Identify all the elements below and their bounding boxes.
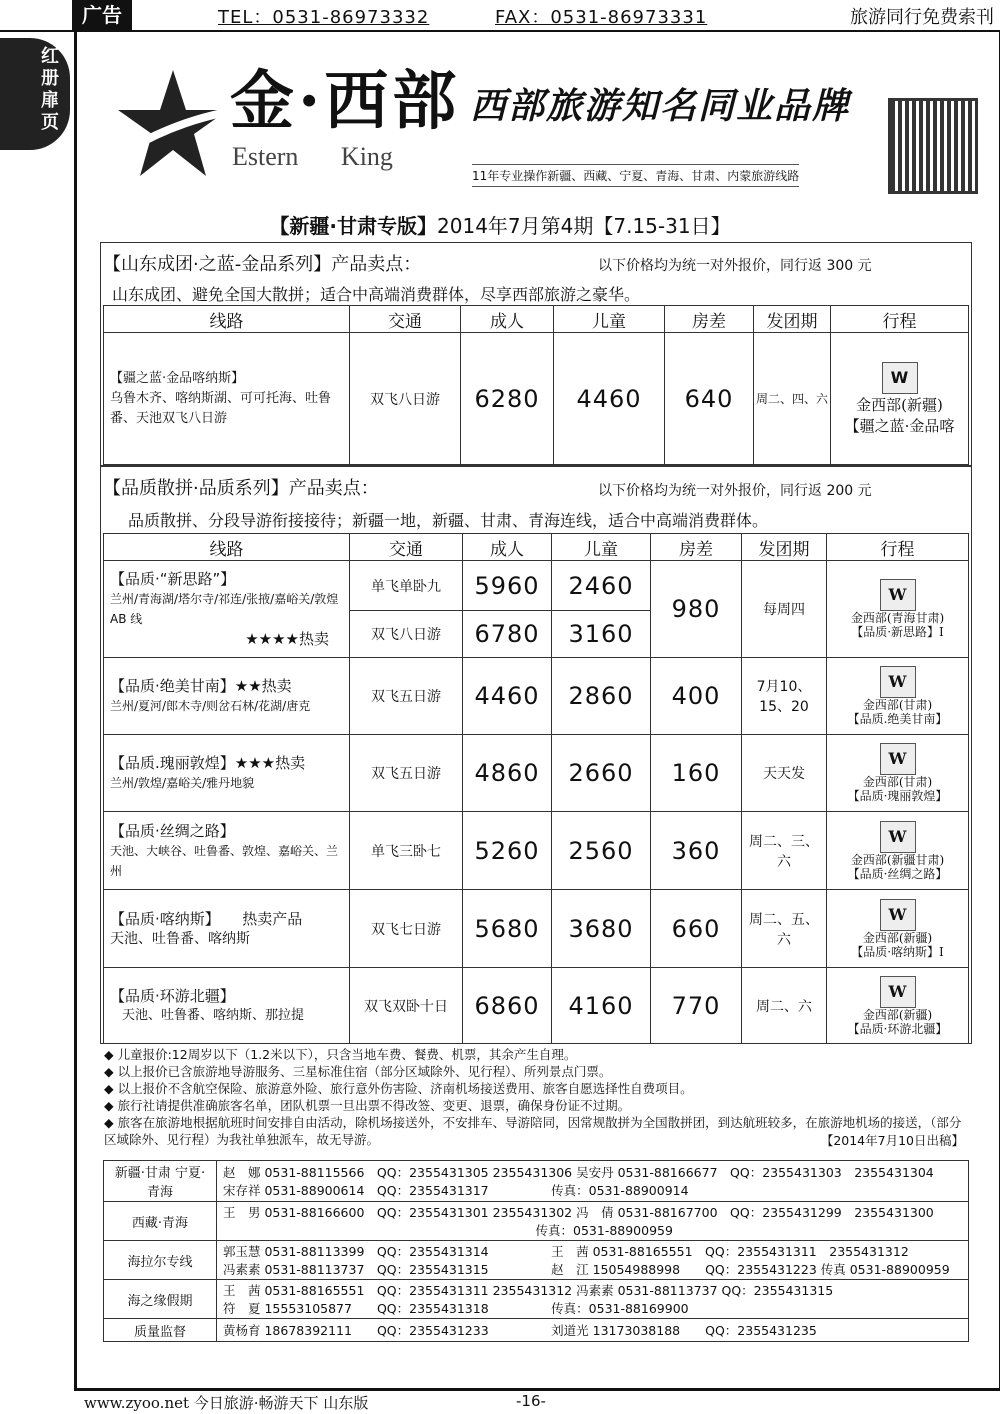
footer (76, 1390, 976, 1412)
room-diff: 660 (651, 890, 742, 968)
contact-line: 郭玉慧 0531-88113399 QQ：2355431314 王 茜 0531-88165551 QQ：2355431311 2355431312 (223, 1244, 909, 1259)
route-title: 【品质·环游北疆】 (110, 986, 235, 1005)
itinerary-cell[interactable] (827, 812, 969, 890)
contact-lines (217, 1161, 969, 1202)
room-diff: 640 (665, 333, 754, 465)
tel-number[interactable]: TEL：0531-86973332 (218, 7, 430, 28)
contact-area: 新疆·甘肃 宁夏·青海 (104, 1161, 217, 1202)
itinerary-line1: 金西部(甘肃) (862, 775, 933, 789)
adult-price: 6780 (463, 611, 552, 658)
transport-cell: 双飞五日游 (350, 658, 463, 735)
col-header: 交通 (350, 306, 461, 333)
contact-lines (217, 1280, 969, 1319)
note-item: ◆ 以上报价不含航空保险、旅游意外险、旅行意外伤害险、济南机场接送费用、旅客自愿选择性自费项目。 (104, 1081, 693, 1096)
section1-desc: 山东成团、避免全国大散拼；适合中高端消费群体，尽享西部旅游之豪华。 (112, 285, 641, 304)
section1-note: 以下价格均为统一对外报价，同行返 300 元 (598, 258, 872, 274)
section1-head: 【山东成团·之蓝-金品系列】产品卖点： (103, 254, 422, 275)
ad-label: 广告 (72, 0, 132, 30)
itinerary-line2: 【品质·新思路】I (851, 625, 944, 639)
itinerary-cell[interactable] (831, 333, 969, 465)
route-title: 【品质·丝绸之路】 (110, 821, 235, 840)
contact-area: 海拉尔专线 (104, 1241, 217, 1280)
contact-lines (217, 1241, 969, 1280)
child-price: 3160 (552, 611, 651, 658)
edition-issue: 2014年7月第4期【7.15-31日】 (437, 214, 731, 238)
transport-cell: 单飞三卧七 (350, 812, 463, 890)
itinerary-line1: 金西部(新疆) (862, 1007, 933, 1022)
note-item: ◆ 儿童报价:12周岁以下（1.2米以下），只含当地车费、餐费、机票，其余产生自理。 (104, 1047, 577, 1062)
departure-dates: 周二、六 (742, 968, 827, 1044)
child-price: 4460 (554, 333, 665, 465)
word-document-icon[interactable]: W (880, 821, 916, 853)
child-price: 2860 (552, 658, 651, 735)
contact-area: 西藏·青海 (104, 1202, 217, 1241)
itinerary-line1: 金西部(青海甘肃) (850, 611, 945, 625)
child-price: 2560 (552, 812, 651, 890)
route-cell (104, 561, 350, 658)
itinerary-line1: 金西部(新疆) (862, 930, 933, 945)
adult-price: 5680 (463, 890, 552, 968)
room-diff: 980 (651, 561, 742, 658)
page-number: -16- (516, 1392, 546, 1410)
contact-area: 海之缘假期 (104, 1280, 217, 1319)
route-desc: 乌鲁木齐、喀纳斯湖、可可托海、吐鲁番、天池双飞八日游 (110, 390, 332, 426)
transport-cell: 单飞单卧九 (350, 561, 463, 611)
word-document-icon[interactable]: W (880, 579, 916, 611)
section2-note: 以下价格均为统一对外报价，同行返 200 元 (598, 483, 872, 499)
col-header: 儿童 (552, 534, 651, 561)
brand-name: 金·西部 (230, 64, 461, 139)
contact-line: 符 夏 15553105877 QQ：2355431318 传真：0531-88169900 (223, 1301, 689, 1316)
itinerary-line1: 金西部(新疆甘肃) (850, 852, 945, 867)
note-item: ◆ 旅行社请提供准确旅客名单，团队机票一旦出票不得改签、变更、退票，确保身份证不过期。 (104, 1098, 631, 1113)
contact-area: 质量监督 (104, 1319, 217, 1342)
col-header: 发团期 (754, 306, 831, 333)
transport-cell: 双飞八日游 (350, 333, 461, 465)
departure-dates: 每周四 (742, 561, 827, 658)
section2-head: 【品质散拼·品质系列】产品卖点： (103, 478, 379, 499)
route-title-extra: 热卖产品 (242, 909, 303, 928)
table-row (104, 333, 969, 465)
adult-price: 4460 (463, 658, 552, 735)
col-header: 成人 (461, 306, 554, 333)
adult-price: 5960 (463, 561, 552, 611)
route-cell (104, 890, 350, 968)
contact-row (104, 1202, 969, 1241)
route-title: 【品质·喀纳斯】 (110, 909, 213, 928)
table-row (104, 890, 969, 968)
transport-cell: 双飞八日游 (350, 611, 463, 658)
contact-line: 王 茜 0531-88165551 QQ：2355431311 2355431312 冯素素 0531-88113737 QQ：2355431315 (223, 1283, 834, 1298)
departure-dates: 7月10、15、20 (742, 658, 827, 735)
notes-block (104, 1046, 964, 1148)
section2-desc: 品质散拼、分段导游衔接接待；新疆一地，新疆、甘肃、青海连线，适合中高端消费群体。 (128, 511, 769, 530)
itinerary-line2: 【品质·丝绸之路】 (847, 866, 948, 881)
itinerary-line2: 【品质·瑰丽敦煌】 (847, 789, 948, 803)
brand-banner (90, 40, 980, 200)
route-title-row (110, 909, 349, 929)
col-header: 行程 (827, 534, 969, 561)
route-title: 【品质·“新思路”】 (110, 570, 236, 588)
publication-index: 旅游同行免费索刊 (850, 7, 994, 28)
contact-line: 王 男 0531-88166600 QQ：2355431301 2355431302 冯 倩 0531-88167700 QQ：2355431299 2355431300 (223, 1205, 934, 1220)
route-desc: 兰州/敦煌/嘉峪关/雅丹地貌 (110, 776, 255, 790)
brand-english: Estern King (232, 142, 393, 171)
word-document-icon[interactable]: W (882, 362, 918, 394)
contact-row (104, 1241, 969, 1280)
itinerary-line1: 金西部(甘肃) (862, 698, 933, 712)
word-document-icon[interactable]: W (880, 899, 916, 931)
route-title: 【疆之蓝·金品喀纳斯】 (110, 370, 245, 386)
route-desc: 天池、吐鲁番、喀纳斯 (110, 930, 250, 947)
route-desc: 天池、吐鲁番、喀纳斯、那拉提 (122, 1007, 305, 1023)
itinerary-line1: 金西部(新疆) (856, 395, 943, 414)
contact-line: 冯素素 0531-88113737 QQ：2355431315 赵 江 15054988998 QQ：2355431223 传真 0531-88900959 (223, 1262, 950, 1277)
itinerary-cell[interactable] (827, 561, 969, 658)
brand-slogan: 西部旅游知名同业品牌 (470, 85, 851, 127)
room-diff: 400 (651, 658, 742, 735)
transport-cell: 双飞双卧十日 (350, 968, 463, 1044)
route-desc: 兰州/青海湖/塔尔寺/祁连/张掖/嘉峪关/敦煌 AB 线 (110, 592, 339, 626)
notes-date: 【2014年7月10日出稿】 (820, 1133, 964, 1148)
contact-row (104, 1319, 969, 1342)
route-title: 【品质.瑰丽敦煌】★★★热卖 (110, 754, 306, 772)
table-row (104, 968, 969, 1044)
col-header: 成人 (463, 534, 552, 561)
itinerary-line2: 【疆之蓝·金品喀 (844, 416, 955, 435)
section1-table (103, 305, 969, 465)
word-document-icon[interactable]: W (880, 976, 916, 1008)
col-header: 交通 (350, 534, 463, 561)
route-cell (104, 812, 350, 890)
child-price: 3680 (552, 890, 651, 968)
col-header: 儿童 (554, 306, 665, 333)
edition-title (0, 210, 1000, 239)
table-row (104, 561, 969, 611)
col-header: 发团期 (742, 534, 827, 561)
transport-cell: 双飞五日游 (350, 735, 463, 812)
itinerary-cell[interactable] (827, 735, 969, 812)
adult-price: 6280 (461, 333, 554, 465)
itinerary-cell[interactable] (827, 890, 969, 968)
note-item: ◆ 旅客在旅游地根据航班时间安排自由活动，除机场接送外，不安排车、导游陪同，因常规散拼为全国散拼团，到达航班较多，在旅游地机场的接送，（部分区域除外、见行程）为我社单独派车，故无导游。 (104, 1115, 962, 1147)
contact-lines (217, 1202, 969, 1241)
route-cell (104, 968, 350, 1044)
child-price: 4160 (552, 968, 651, 1044)
itinerary-cell[interactable] (827, 658, 969, 735)
side-tab-label: 红册扉页 (41, 46, 59, 133)
contact-lines (217, 1319, 969, 1342)
route-cell (104, 333, 350, 465)
departure-dates: 周二、三、六 (742, 812, 827, 890)
route-title: 【品质·绝美甘南】★★热卖 (110, 677, 292, 695)
note-item: ◆ 以上报价已含旅游地导游服务、三星标准住宿（部分区域除外、见行程）、所列景点门票。 (104, 1064, 612, 1079)
itinerary-cell[interactable] (827, 968, 969, 1044)
route-cell (104, 658, 350, 735)
route-desc: 兰州/夏河/郎木寺/则岔石林/花湖/唐克 (110, 699, 311, 713)
qr-code-icon[interactable] (888, 98, 978, 194)
word-document-icon[interactable]: W (880, 666, 916, 698)
contact-line: 宋存祥 0531-88900614 QQ：2355431317 传真：0531-88900914 (223, 1183, 689, 1198)
col-header: 线路 (104, 306, 350, 333)
col-header: 线路 (104, 534, 350, 561)
contact-line: 传真：0531-88900959 (223, 1223, 673, 1238)
footer-site[interactable]: www.zyoo.net 今日旅游·畅游天下 山东版 (84, 1394, 369, 1412)
child-price: 2460 (552, 561, 651, 611)
contact-row (104, 1280, 969, 1319)
contacts-table (103, 1160, 969, 1342)
edition-label: 【新疆·甘肃专版】 (269, 214, 438, 238)
side-tab (0, 38, 70, 150)
itinerary-line2: 【品质·环游北疆】 (847, 1021, 948, 1036)
transport-cell: 双飞七日游 (350, 890, 463, 968)
room-diff: 770 (651, 968, 742, 1044)
itinerary-line2: 【品质.绝美甘南】 (847, 712, 948, 726)
col-header: 房差 (651, 534, 742, 561)
contact-row (104, 1161, 969, 1202)
top-header (0, 0, 1000, 32)
word-document-icon[interactable]: W (880, 743, 916, 775)
table-row (104, 658, 969, 735)
departure-dates: 周二、五、六 (742, 890, 827, 968)
col-header: 房差 (665, 306, 754, 333)
route-star: ★★★★热卖 (245, 630, 329, 648)
contact-line: 黄杨育 18678392111 QQ：2355431233 刘道光 13173038188 QQ：2355431235 (223, 1323, 817, 1338)
room-diff: 160 (651, 735, 742, 812)
contact-line: 赵 娜 0531-88115566 QQ：2355431305 2355431306 吴安丹 0531-88166677 QQ：2355431303 2355431304 (223, 1165, 934, 1180)
departure-dates: 周二、四、六 (754, 333, 831, 465)
adult-price: 5260 (463, 812, 552, 890)
room-diff: 360 (651, 812, 742, 890)
route-desc: 天池、大峡谷、吐鲁番、敦煌、嘉峪关、兰州 (110, 843, 339, 878)
child-price: 2660 (552, 735, 651, 812)
departure-dates: 天天发 (742, 735, 827, 812)
star-logo-icon (118, 70, 228, 180)
fax-number: FAX：0531-86973331 (495, 7, 708, 28)
table-row (104, 812, 969, 890)
route-cell (104, 735, 350, 812)
adult-price: 6860 (463, 968, 552, 1044)
itinerary-line2: 【品质·喀纳斯】I (851, 944, 944, 959)
col-header: 行程 (831, 306, 969, 333)
table-row (104, 735, 969, 812)
adult-price: 4860 (463, 735, 552, 812)
section2-table (103, 533, 969, 1044)
brand-subtitle: 11年专业操作新疆、西藏、宁夏、青海、甘肃、内蒙旅游线路 (472, 164, 799, 187)
